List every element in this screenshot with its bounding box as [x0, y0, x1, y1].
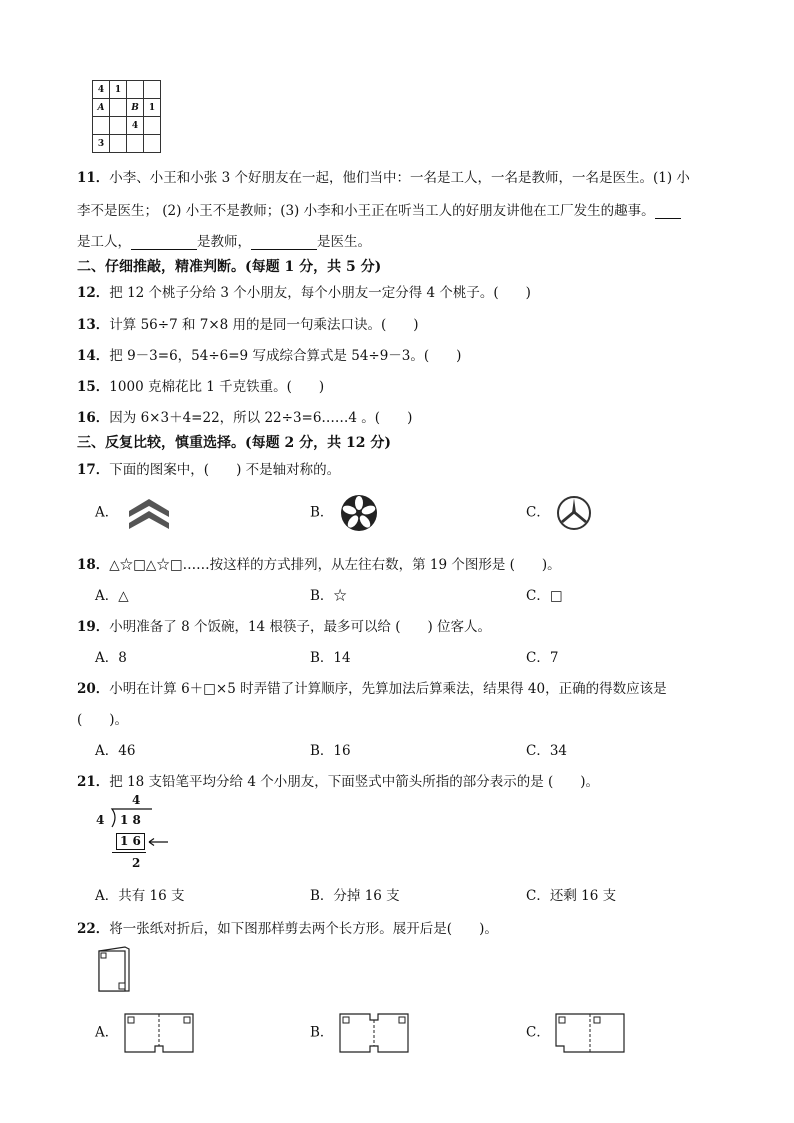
option-label: A． — [95, 1024, 119, 1041]
option-c[interactable] — [526, 493, 594, 533]
grid-cell: 4 — [127, 117, 144, 135]
question-number: 21． — [77, 774, 110, 790]
question-text: 小明准备了 8 个饭碗，14 根筷子，最多可以给 ( ) 位客人。 — [109, 619, 492, 635]
dividend: 1 8 — [120, 813, 141, 827]
option-label: C． — [526, 504, 550, 521]
option-c[interactable]: C．□ — [526, 588, 563, 604]
flower-emblem-icon — [338, 493, 380, 533]
question-number: 13． — [77, 317, 110, 333]
question-text: 计算 56÷7 和 7×8 用的是同一句乘法口诀。( ) — [109, 317, 419, 333]
question-20 — [77, 677, 667, 697]
question-20-line2: ( )。 — [77, 712, 129, 728]
option-b[interactable]: B．分掉 16 支 — [310, 888, 400, 904]
question-text: 把 12 个桃子分给 3 个小朋友，每个小朋友一定分得 4 个桃子。( ) — [109, 285, 531, 301]
question-15 — [77, 375, 324, 395]
question-text: △☆□△☆□……按这样的方式排列，从左往右数，第 19 个图形是 ( )。 — [109, 557, 561, 573]
number-grid — [92, 80, 161, 153]
grid-cell — [110, 117, 127, 135]
question-11-line2 — [77, 199, 681, 219]
grid-cell: 1 — [144, 99, 161, 117]
option-a[interactable]: A．8 — [95, 650, 127, 666]
option-a[interactable] — [95, 493, 175, 533]
question-17 — [77, 458, 340, 478]
unfolded-paper-a-icon — [123, 1012, 195, 1054]
question-text: 把 18 支铅笔平均分给 4 个小朋友，下面竖式中箭头所指的部分表示的是 ( )。 — [109, 774, 600, 790]
question-14 — [77, 344, 461, 364]
option-a[interactable]: A．46 — [95, 743, 136, 759]
option-label: B． — [310, 1024, 334, 1041]
folded-paper-icon — [95, 945, 133, 993]
grid-cell: 3 — [93, 135, 110, 153]
grid-cell — [110, 99, 127, 117]
question-22 — [77, 917, 498, 937]
grid-cell: 1 — [110, 81, 127, 99]
question-text: 把 9－3=6，54÷6=9 写成综合算式是 54÷9－3。( ) — [109, 348, 462, 364]
product-box: 1 6 — [116, 833, 145, 850]
unfolded-paper-b-icon — [338, 1012, 410, 1054]
question-number: 20． — [77, 681, 110, 697]
option-b[interactable]: B．16 — [310, 743, 351, 759]
question-13 — [77, 313, 419, 333]
question-text: 1000 克棉花比 1 千克铁重。( ) — [109, 379, 325, 395]
remainder: 2 — [132, 856, 141, 870]
option-c[interactable] — [526, 1012, 626, 1054]
question-text: 下面的图案中，( ) 不是轴对称的。 — [109, 462, 341, 478]
question-11-line1 — [77, 166, 690, 186]
question-number: 16． — [77, 410, 110, 426]
question-number: 19． — [77, 619, 110, 635]
long-division-figure — [90, 793, 180, 875]
question-text: 小明在计算 6＋□×5 时弄错了计算顺序，先算加法后算乘法，结果得 40，正确的得数应该是 — [109, 681, 667, 697]
question-number: 15． — [77, 379, 110, 395]
grid-cell — [93, 117, 110, 135]
question-number: 17． — [77, 462, 110, 478]
option-a[interactable] — [95, 1012, 195, 1054]
question-11-line3 — [77, 230, 371, 250]
left-arrow-icon — [146, 837, 170, 847]
answer-blank[interactable] — [655, 204, 681, 219]
grid-cell — [144, 81, 161, 99]
grid-cell — [144, 117, 161, 135]
question-16 — [77, 406, 412, 426]
question-19 — [77, 615, 491, 635]
question-number: 22． — [77, 921, 110, 937]
chevron-logo-icon — [123, 493, 175, 533]
question-18 — [77, 553, 561, 573]
unfolded-paper-c-icon — [554, 1012, 626, 1054]
option-label: C． — [526, 1024, 550, 1041]
question-21 — [77, 770, 599, 790]
grid-cell: B — [127, 99, 144, 117]
option-label: A． — [95, 504, 119, 521]
question-text: 是医生。 — [317, 234, 371, 250]
grid-cell — [110, 135, 127, 153]
question-text: 是工人， — [77, 234, 131, 250]
question-text: 是教师， — [197, 234, 251, 250]
answer-blank[interactable] — [251, 235, 317, 250]
divisor: 4 — [96, 813, 105, 827]
three-point-star-logo-icon — [554, 493, 594, 533]
answer-blank[interactable] — [131, 235, 197, 250]
question-text: 小李、小王和小张 3 个好朋友在一起，他们当中：一名是工人，一名是教师，一名是医生。(1) 小 — [109, 170, 690, 186]
quotient: 4 — [132, 793, 141, 807]
grid-cell — [144, 135, 161, 153]
option-c[interactable]: C．34 — [526, 743, 568, 759]
question-12 — [77, 281, 531, 301]
option-c[interactable]: C．7 — [526, 650, 559, 666]
question-number: 11． — [77, 170, 110, 186]
question-number: 14． — [77, 348, 110, 364]
option-label: B． — [310, 504, 334, 521]
grid-cell: 4 — [93, 81, 110, 99]
option-b[interactable] — [310, 1012, 410, 1054]
option-b[interactable] — [310, 493, 380, 533]
option-a[interactable]: A．△ — [95, 588, 129, 604]
grid-cell — [127, 135, 144, 153]
section-2-title: 二、仔细推敲，精准判断。(每题 1 分，共 5 分) — [77, 259, 382, 275]
question-text: 将一张纸对折后，如下图那样剪去两个长方形。展开后是( )。 — [109, 921, 498, 937]
question-text: 李不是医生； (2) 小王不是教师；(3) 小李和小王正在听当工人的好朋友讲他在工厂发生的趣事。 — [77, 203, 655, 219]
division-line — [112, 852, 146, 853]
option-a[interactable]: A．共有 16 支 — [95, 888, 185, 904]
option-b[interactable]: B．14 — [310, 650, 351, 666]
question-number: 12． — [77, 285, 110, 301]
question-number: 18． — [77, 557, 110, 573]
grid-cell — [127, 81, 144, 99]
option-c[interactable]: C．还剩 16 支 — [526, 888, 617, 904]
grid-cell: A — [93, 99, 110, 117]
question-text: 因为 6×3＋4=22，所以 22÷3=6……4 。( ) — [109, 410, 413, 426]
option-b[interactable]: B．☆ — [310, 588, 347, 604]
section-3-title: 三、反复比较，慎重选择。(每题 2 分，共 12 分) — [77, 435, 391, 451]
